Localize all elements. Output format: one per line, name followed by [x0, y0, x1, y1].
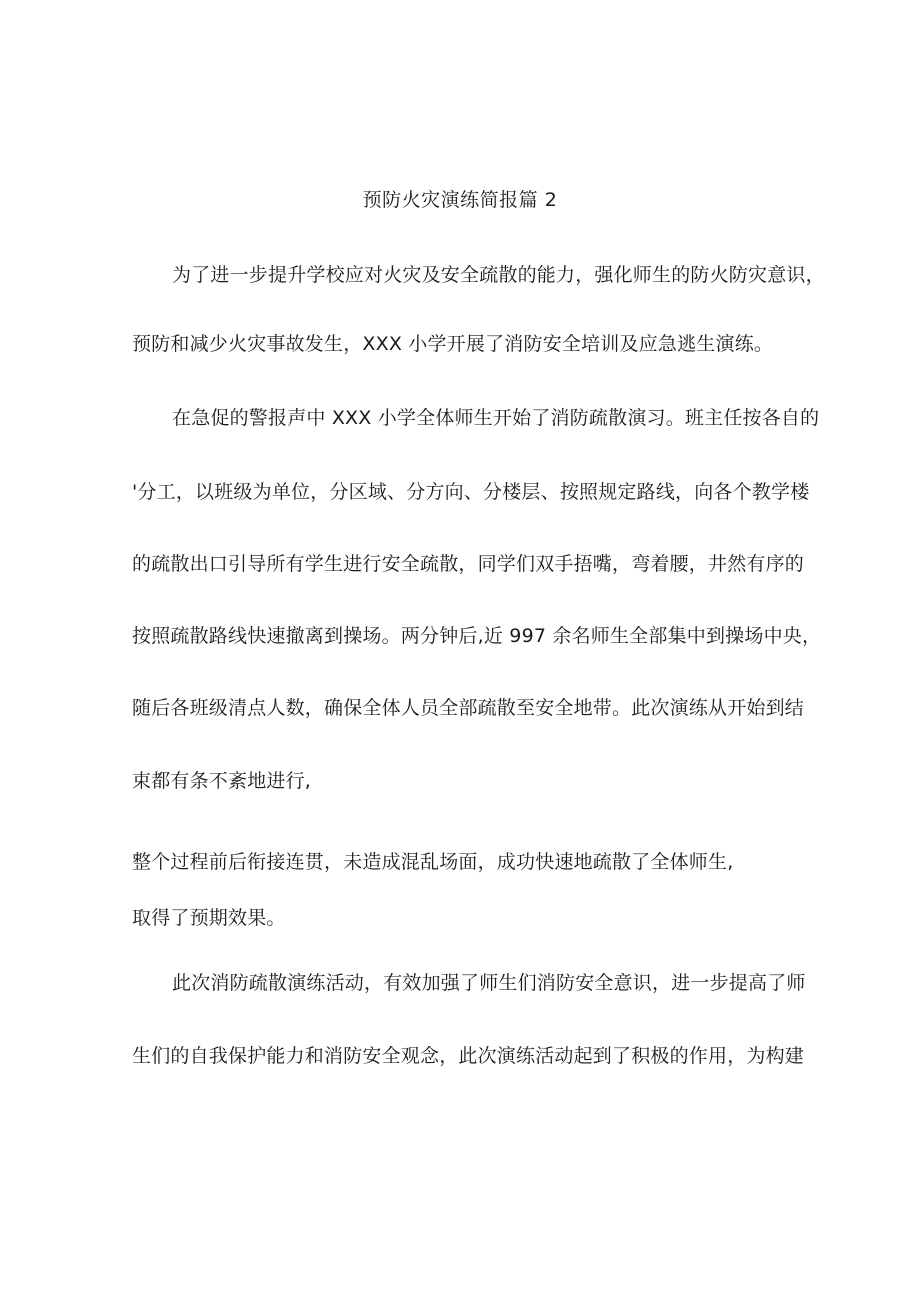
paragraph-line: 按照疏散路线快速撤离到操场。两分钟后,近 997 余名师生全部集中到操场中央，: [132, 625, 822, 647]
paragraph-line: 在急促的警报声中 XXX 小学全体师生开始了消防疏散演习。班主任按各自的: [172, 407, 820, 429]
paragraph-line: 束都有条不紊地进行,: [132, 770, 312, 792]
paragraph-line: 生们的自我保护能力和消防安全观念，此次演练活动起到了积极的作用，为构建: [132, 1045, 805, 1067]
paragraph-line: 为了进一步提升学校应对火灾及安全疏散的能力，强化师生的防火防灾意识，: [172, 264, 825, 286]
paragraph-line: 的疏散出口引导所有学生进行安全疏散，同学们双手捂嘴，弯着腰，井然有序的: [132, 553, 805, 575]
paragraph-line: 随后各班级清点人数，确保全体人员全部疏散至安全地带。此次演练从开始到结: [132, 697, 805, 719]
paragraph-line: 取得了预期效果。: [132, 907, 286, 929]
paragraph-line: 预防和减少火灾事故发生，XXX 小学开展了消防安全培训及应急逃生演练。: [132, 333, 774, 355]
paragraph-line: 整个过程前后衔接连贯，未造成混乱场面，成功快速地疏散了全体师生,: [132, 851, 734, 873]
paragraph-line: '分工，以班级为单位，分区域、分方向、分楼层、按照规定路线，向各个教学楼: [132, 481, 810, 503]
paragraph-line: 此次消防疏散演练活动，有效加强了师生们消防安全意识，进一步提高了师: [172, 972, 806, 994]
document-title: 预防火灾演练简报篇 2: [362, 189, 558, 211]
